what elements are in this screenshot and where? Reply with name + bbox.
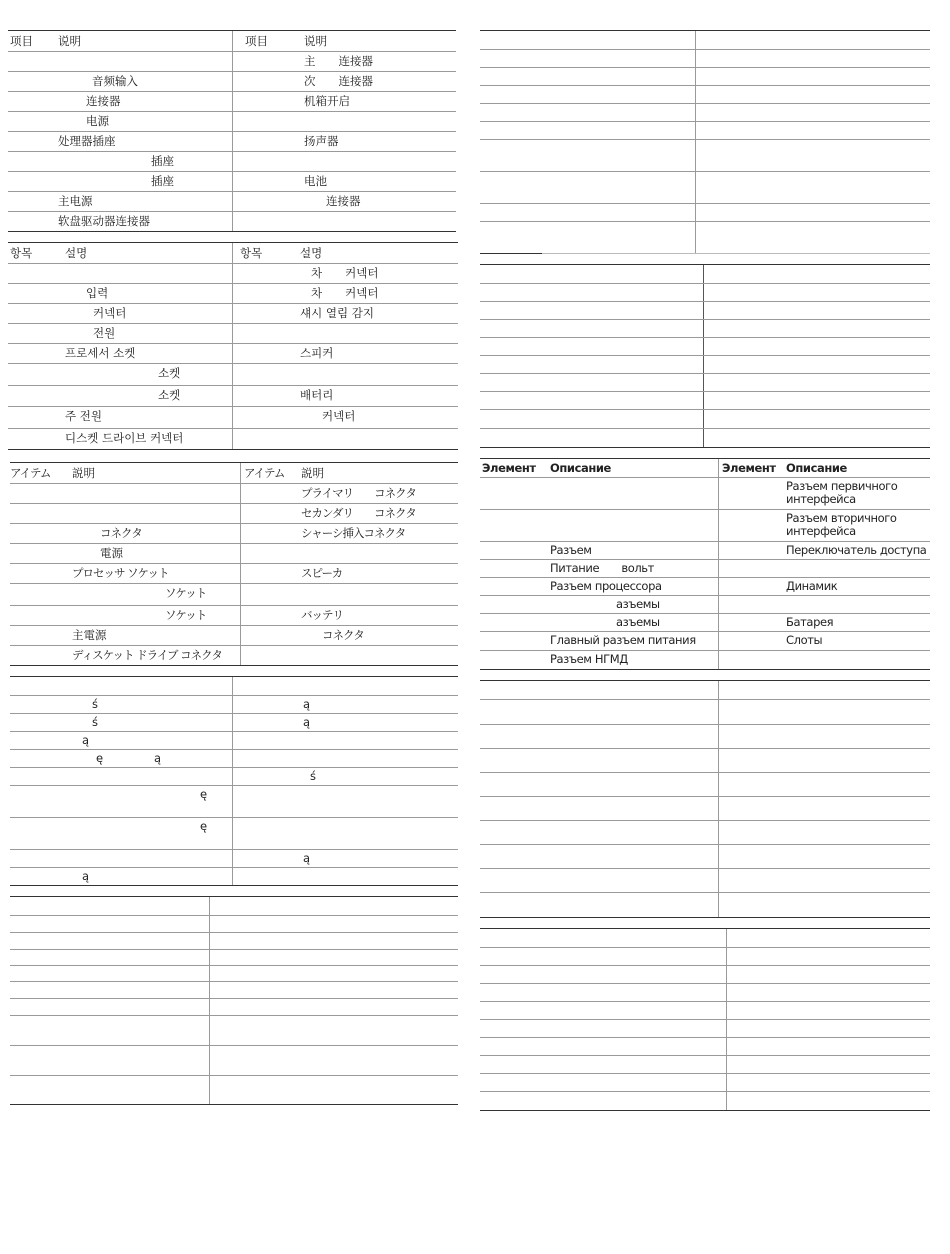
header-description: Описание [550, 461, 611, 475]
table-row [480, 31, 930, 50]
table-row [480, 595, 930, 614]
table-row [480, 724, 930, 749]
diacritic-mark: ą [82, 733, 90, 747]
table-row [480, 373, 930, 392]
cell-desc-left: ソケット [165, 608, 207, 622]
table-row [8, 91, 456, 112]
table-row [8, 283, 458, 304]
cell-desc-left: Разъем процессора [550, 579, 662, 593]
table-row [10, 932, 458, 950]
cell-desc-right: Слоты [786, 633, 823, 647]
diacritic-mark: ą [303, 697, 311, 711]
diacritic-mark: ą [303, 715, 311, 729]
cell-desc-right: 차 커넥터 [311, 266, 379, 280]
cell-desc-left: 주 전원 [65, 409, 102, 423]
table-row [480, 1055, 930, 1074]
table-chinese [8, 30, 456, 232]
table-row [480, 1073, 930, 1092]
cell-desc-left: Разъем [550, 543, 592, 557]
table-row [10, 965, 458, 982]
table-row [480, 1001, 930, 1020]
cell-desc-left: азъемы [616, 597, 660, 611]
diacritic-mark: ą [303, 851, 311, 865]
table-row [480, 965, 930, 984]
table-header-row [10, 463, 458, 484]
cell-desc-right: Разъем первичного интерфейса [786, 479, 898, 507]
table-row [480, 477, 930, 510]
table-row [480, 559, 930, 578]
table-row [480, 947, 930, 966]
cell-desc-right: 차 커넥터 [311, 286, 379, 300]
cell-desc-left: 音频输入 [92, 74, 138, 88]
table-row [480, 85, 930, 104]
cell-desc-left: 插座 [151, 154, 174, 168]
table-row [8, 51, 456, 72]
header-description: 说明 [58, 34, 81, 48]
cell-desc-right: 连接器 [326, 194, 361, 208]
table-row [10, 849, 458, 868]
table-row [480, 577, 930, 596]
header-item: アイテム [10, 466, 51, 480]
header-item: Элемент [482, 461, 536, 475]
cell-desc-left: ディスケット ドライブ コネクタ [72, 648, 222, 662]
table-row [480, 1037, 930, 1056]
cell-desc-left: ソケット [165, 586, 207, 600]
table-row [480, 355, 930, 374]
table-row [480, 892, 930, 917]
cell-desc-left: 电源 [86, 114, 109, 128]
cell-desc-right: プライマリ コネクタ [301, 486, 416, 500]
table-header-row [480, 681, 930, 700]
table-row [10, 503, 458, 524]
table-row [480, 509, 930, 542]
table-row [10, 767, 458, 786]
table-header-row [480, 929, 930, 948]
table-row [8, 323, 458, 344]
cell-desc-left: 소켓 [158, 366, 181, 380]
table-row [8, 191, 456, 212]
cell-desc-left: азъемы [616, 615, 660, 629]
cell-desc-right: 스피커 [300, 346, 334, 360]
table-row [480, 221, 930, 254]
diacritic-mark: ę [96, 751, 104, 765]
table-row [480, 49, 930, 68]
table-row [10, 583, 458, 606]
table-row [480, 103, 930, 122]
header-item-2: Элемент [722, 461, 776, 475]
table-row [8, 211, 456, 231]
table-row [8, 71, 456, 92]
table-row [10, 749, 458, 768]
table-row [10, 731, 458, 750]
table-row [10, 1075, 458, 1104]
cell-desc-left: Главный разъем питания [550, 633, 696, 647]
header-description-2: Описание [786, 461, 847, 475]
table-row [480, 983, 930, 1002]
table-row [480, 748, 930, 773]
table-row [10, 543, 458, 564]
table-row [480, 844, 930, 869]
table-row [480, 337, 930, 356]
table-korean [8, 242, 458, 450]
cell-desc-right: 机箱开启 [304, 94, 350, 108]
diacritic-mark: ś [92, 715, 98, 729]
table-row [10, 483, 458, 504]
header-description: 説明 [72, 466, 95, 480]
cell-desc-right: Разъем вторичного интерфейса [786, 511, 897, 539]
table-header-row [8, 31, 456, 52]
table-row [10, 1015, 458, 1046]
table-row [8, 363, 458, 386]
table-row [8, 263, 458, 284]
table-row [480, 283, 930, 302]
table-row [480, 541, 930, 560]
cell-desc-right: バッテリ [301, 608, 343, 622]
header-item: 항목 [10, 246, 33, 260]
table-row [480, 613, 930, 632]
table-row [480, 868, 930, 893]
cell-desc-right: コネクタ [322, 628, 364, 642]
cell-desc-left: Питание вольт [550, 561, 654, 575]
table-empty-left-bottom [10, 896, 458, 1105]
cell-desc-left: 電源 [100, 546, 123, 560]
cell-desc-left: 소켓 [158, 388, 181, 402]
cell-desc-left: 디스켓 드라이브 커넥터 [65, 431, 184, 445]
table-russian [480, 458, 930, 670]
cell-desc-right: 电池 [304, 174, 327, 188]
table-row [480, 631, 930, 651]
table-row [480, 319, 930, 338]
table-row [8, 151, 456, 172]
cell-desc-left: 전원 [93, 326, 116, 340]
table-row [8, 428, 458, 449]
table-row [10, 1045, 458, 1076]
header-item: 项目 [10, 34, 33, 48]
table-row [10, 981, 458, 999]
table-polish [10, 676, 458, 886]
header-item-2: アイテム [244, 466, 285, 480]
table-row [480, 301, 930, 320]
table-row [480, 391, 930, 410]
table-bottom-stub [480, 253, 542, 254]
cell-desc-right: 主 连接器 [304, 54, 373, 68]
table-row [480, 203, 930, 222]
cell-desc-left: 软盘驱动器连接器 [58, 214, 150, 228]
table-row [480, 409, 930, 429]
table-row [10, 605, 458, 626]
table-row [10, 695, 458, 714]
cell-desc-left: 插座 [151, 174, 174, 188]
table-japanese [10, 462, 458, 666]
table-row [8, 303, 458, 324]
header-item-2: 项目 [245, 34, 268, 48]
table-row [10, 645, 458, 665]
table-row [480, 699, 930, 725]
table-row [480, 772, 930, 797]
table-row [480, 121, 930, 140]
cell-desc-left: プロセッサ ソケット [72, 566, 169, 580]
table-row [480, 1019, 930, 1038]
cell-desc-left: 主電源 [72, 628, 107, 642]
cell-desc-left: 连接器 [86, 94, 121, 108]
cell-desc-left: 입력 [86, 286, 109, 300]
diacritic-mark: ą [82, 869, 90, 883]
diacritic-mark: ę [200, 787, 208, 801]
table-row [8, 343, 458, 364]
cell-desc-right: スピーカ [301, 566, 343, 580]
table-empty-right-3 [480, 680, 930, 918]
table-row [8, 385, 458, 407]
table-row [480, 139, 930, 172]
table-empty-right-4 [480, 928, 930, 1111]
table-row [480, 265, 930, 284]
cell-desc-right: 扬声器 [304, 134, 339, 148]
diacritic-mark: ą [154, 751, 162, 765]
table-row [480, 796, 930, 821]
diacritic-mark: ę [200, 819, 208, 833]
header-description-2: 说明 [304, 34, 327, 48]
table-row [10, 915, 458, 933]
table-row [10, 867, 458, 885]
cell-desc-right: 次 连接器 [304, 74, 373, 88]
table-empty-right-1 [480, 30, 930, 253]
table-row [480, 67, 930, 86]
table-header-row [10, 677, 458, 696]
cell-desc-left: コネクタ [100, 526, 142, 540]
table-header-row [10, 897, 458, 916]
table-row [10, 817, 458, 850]
cell-desc-right: Батарея [786, 615, 834, 629]
table-header-row [480, 459, 930, 478]
diacritic-mark: ś [310, 769, 316, 783]
cell-desc-left: 프로세서 소켓 [65, 346, 136, 360]
cell-desc-left: 处理器插座 [58, 134, 116, 148]
header-item-2: 항목 [240, 246, 263, 260]
cell-desc-right: シャーシ挿入コネクタ [301, 526, 406, 540]
table-row [480, 1091, 930, 1110]
table-row [8, 111, 456, 132]
cell-desc-right: 섀시 열림 감지 [300, 306, 374, 320]
table-row [480, 650, 930, 669]
header-description-2: 설명 [300, 246, 323, 260]
table-row [10, 563, 458, 584]
table-row [480, 428, 930, 447]
cell-desc-left: Разъем НГМД [550, 652, 628, 666]
table-row [10, 713, 458, 732]
table-row [10, 785, 458, 818]
table-row [480, 171, 930, 204]
cell-desc-right: Переключатель доступа [786, 543, 927, 557]
table-header-row [8, 243, 458, 264]
table-row [8, 131, 456, 152]
header-description-2: 説明 [301, 466, 324, 480]
cell-desc-right: 배터리 [300, 388, 334, 402]
diacritic-mark: ś [92, 697, 98, 711]
cell-desc-left: 커넥터 [93, 306, 127, 320]
cell-desc-right: セカンダリ コネクタ [301, 506, 416, 520]
table-row [10, 949, 458, 966]
cell-desc-left: 主电源 [58, 194, 93, 208]
table-row [8, 406, 458, 429]
table-row [480, 820, 930, 845]
table-row [8, 171, 456, 192]
header-description: 설명 [65, 246, 88, 260]
table-row [10, 625, 458, 646]
table-row [10, 998, 458, 1016]
table-empty-right-2 [480, 264, 930, 448]
table-row [10, 523, 458, 544]
cell-desc-right: Динамик [786, 579, 838, 593]
cell-desc-right: 커넥터 [322, 409, 356, 423]
